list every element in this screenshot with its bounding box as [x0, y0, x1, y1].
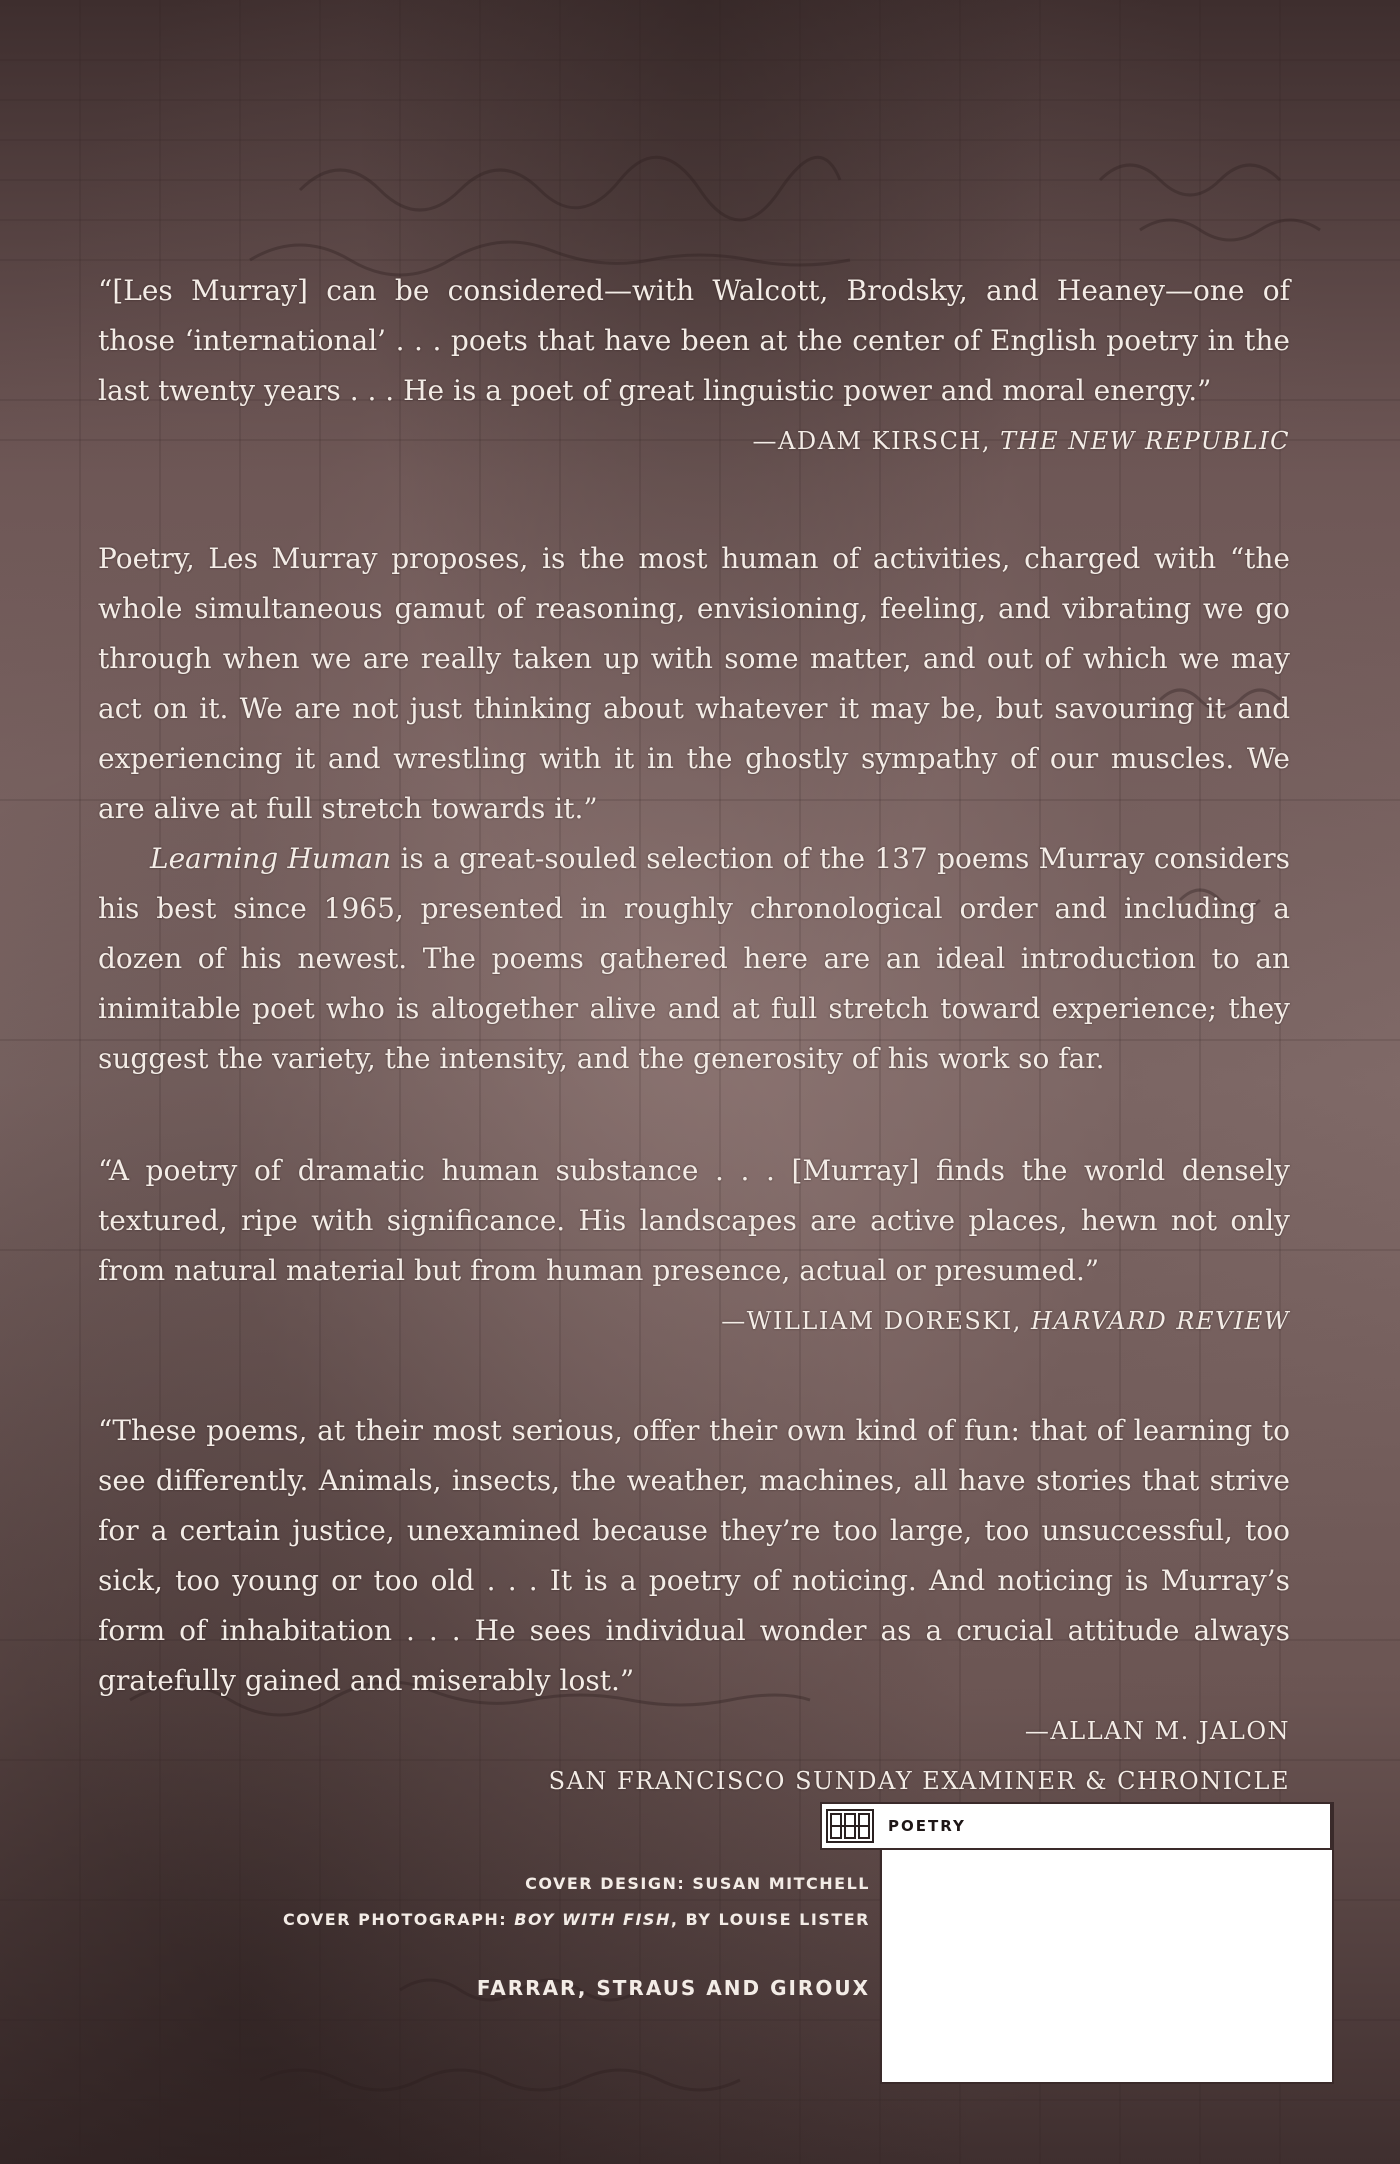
publisher-name: FARRAR, STRAUS AND GIROUX	[476, 1976, 870, 2000]
photo-credit-suffix: , BY LOUISE LISTER	[670, 1910, 870, 1929]
fsg-logo-icon	[826, 1809, 874, 1843]
review-publication: SAN FRANCISCO SUNDAY EXAMINER & CHRONICLE	[548, 1767, 1290, 1795]
review-quote: “These poems, at their most serious, offer their own kind of fun: that of learning to see differently. Animals, insects, the weather, machines, all have stories that strive for a certain justice, unexamined because they’re too large, too unsuccessful, too sick, too young or too old . . . It is a poetry of noticing. And noticing is Murray’s form of inhabitation . . . He sees individual wonder as a crucial attitude always gratefully gained and miserably lost.”	[98, 1414, 1290, 1697]
book-description	[98, 534, 1290, 1084]
book-title-inline: Learning Human	[150, 842, 392, 875]
review-jalon	[98, 1406, 1290, 1806]
category-bar	[820, 1802, 1332, 1850]
review-author: —ADAM KIRSCH,	[752, 427, 1001, 455]
review-quote: “A poetry of dramatic human substance . . . [Murray] finds the world densely textured, ripe with significance. His landscapes are active places, hewn not only from natural material but from human presence, actual or presumed.”	[98, 1154, 1290, 1287]
review-author: —WILLIAM DORESKI,	[721, 1307, 1031, 1335]
review-doreski	[98, 1146, 1290, 1346]
description-paragraph-1: Poetry, Les Murray proposes, is the most human of activities, charged with “the whole simultaneous gamut of reasoning, envisioning, feeling, and vibrating we go through when we are really taken up with some matter, and out of which we may act on it. We are not just thinking about whatever it may be, but savouring it and experiencing it and wrestling with it in the ghostly sympathy of our muscles. We are alive at full stretch towards it.”	[98, 542, 1290, 825]
review-attribution	[98, 1296, 1290, 1346]
review-publication: HARVARD REVIEW	[1030, 1307, 1290, 1335]
photo-credit-prefix: COVER PHOTOGRAPH:	[283, 1910, 515, 1929]
text-column	[98, 266, 1290, 1806]
review-author: —ALLAN M. JALON	[1024, 1717, 1290, 1745]
description-paragraph-2	[98, 834, 1290, 1084]
review-kirsch	[98, 266, 1290, 466]
review-publication: THE NEW REPUBLIC	[1000, 427, 1290, 455]
cover-photo-credit	[283, 1910, 870, 1929]
review-quote: “[Les Murray] can be considered—with Walcott, Brodsky, and Heaney—one of those ‘international’ . . . poets that have been at the center of English poetry in the last twenty years . . . He is a poet of great linguistic power and moral energy.”	[98, 274, 1290, 407]
category-label: POETRY	[888, 1817, 966, 1835]
description-paragraph-2-text: is a great-souled selection of the 137 poems Murray considers his best since 1965, presented in roughly chronological order and including a dozen of his newest. The poems gathered here are an ideal introduction to an inimitable poet who is altogether alive and at full stretch toward experience; they suggest the variety, the intensity, and the generosity of his work so far.	[98, 842, 1290, 1075]
review-attribution	[98, 416, 1290, 466]
photo-title: BOY WITH FISH	[514, 1910, 671, 1929]
cover-design-credit: COVER DESIGN: SUSAN MITCHELL	[525, 1874, 870, 1893]
